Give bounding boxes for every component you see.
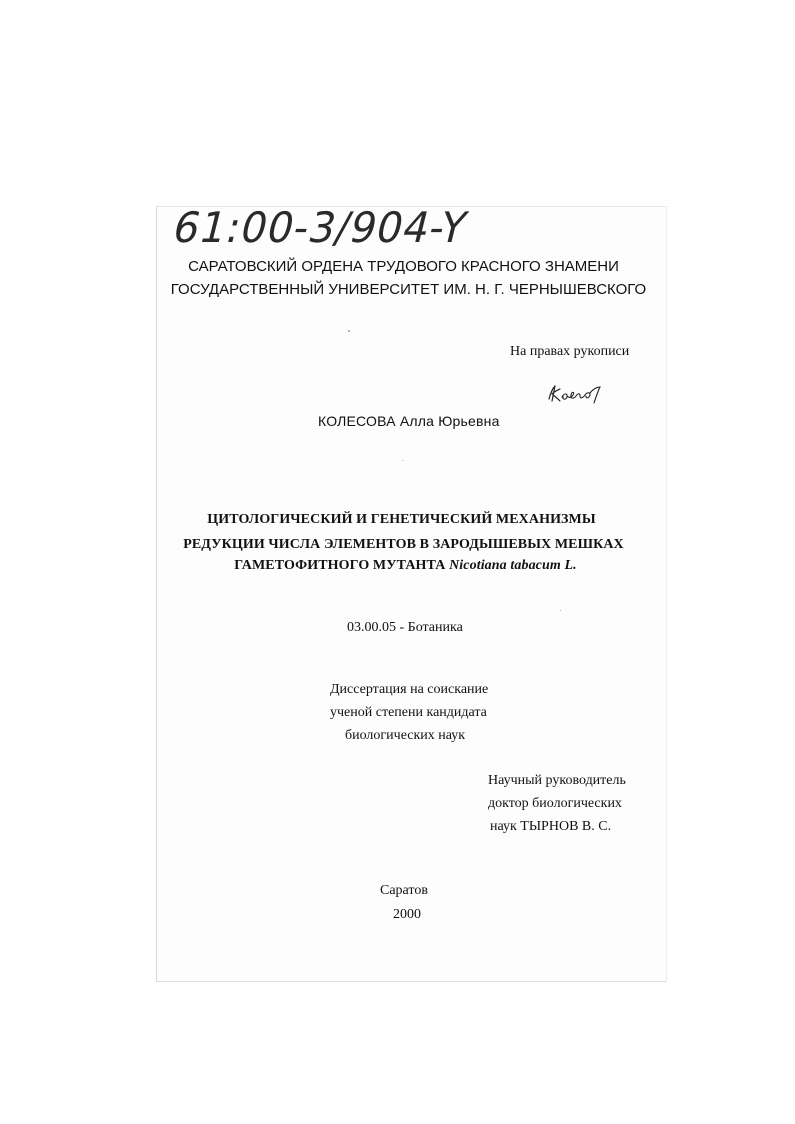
- university-line-1: САРАТОВСКИЙ ОРДЕНА ТРУДОВОГО КРАСНОГО ЗНАМЕНИ: [188, 258, 619, 275]
- author-name: КОЛЕСОВА Алла Юрьевна: [318, 413, 500, 429]
- specialty-code: 03.00.05 - Ботаника: [347, 620, 463, 635]
- dissertation-line-2: ученой степени кандидата: [330, 705, 487, 720]
- supervisor-line-2: доктор биологических: [488, 796, 622, 811]
- handwritten-signature: [546, 383, 602, 410]
- city: Саратов: [380, 883, 428, 898]
- dissertation-line-1: Диссертация на соискание: [330, 682, 489, 697]
- title-line-2: РЕДУКЦИИ ЧИСЛА ЭЛЕМЕНТОВ В ЗАРОДЫШЕВЫХ МЕШКАХ: [183, 537, 624, 552]
- species-name: Nicotiana tabacum L.: [449, 558, 577, 573]
- handwritten-catalog-number: 61:00-3/904-Y: [167, 204, 473, 253]
- scan-speck: [560, 610, 561, 611]
- rights-note: На правах рукописи: [510, 344, 630, 359]
- university-line-2: ГОСУДАРСТВЕННЫЙ УНИВЕРСИТЕТ ИМ. Н. Г. ЧЕРНЫШЕВСКОГО: [170, 281, 647, 298]
- scan-speck: [348, 330, 350, 332]
- title-line-1: ЦИТОЛОГИЧЕСКИЙ И ГЕНЕТИЧЕСКИЙ МЕХАНИЗМЫ: [207, 512, 596, 527]
- title-line-3-prefix: ГАМЕТОФИТНОГО МУТАНТА: [234, 558, 450, 573]
- scanned-page: [156, 206, 667, 982]
- supervisor-line-3: наук ТЫРНОВ В. С.: [490, 819, 612, 834]
- dissertation-line-3: биологических наук: [345, 728, 466, 743]
- title-line-3: [8, 558, 795, 574]
- year: 2000: [393, 907, 421, 922]
- supervisor-line-1: Научный руководитель: [488, 773, 626, 788]
- scan-speck: [402, 460, 403, 461]
